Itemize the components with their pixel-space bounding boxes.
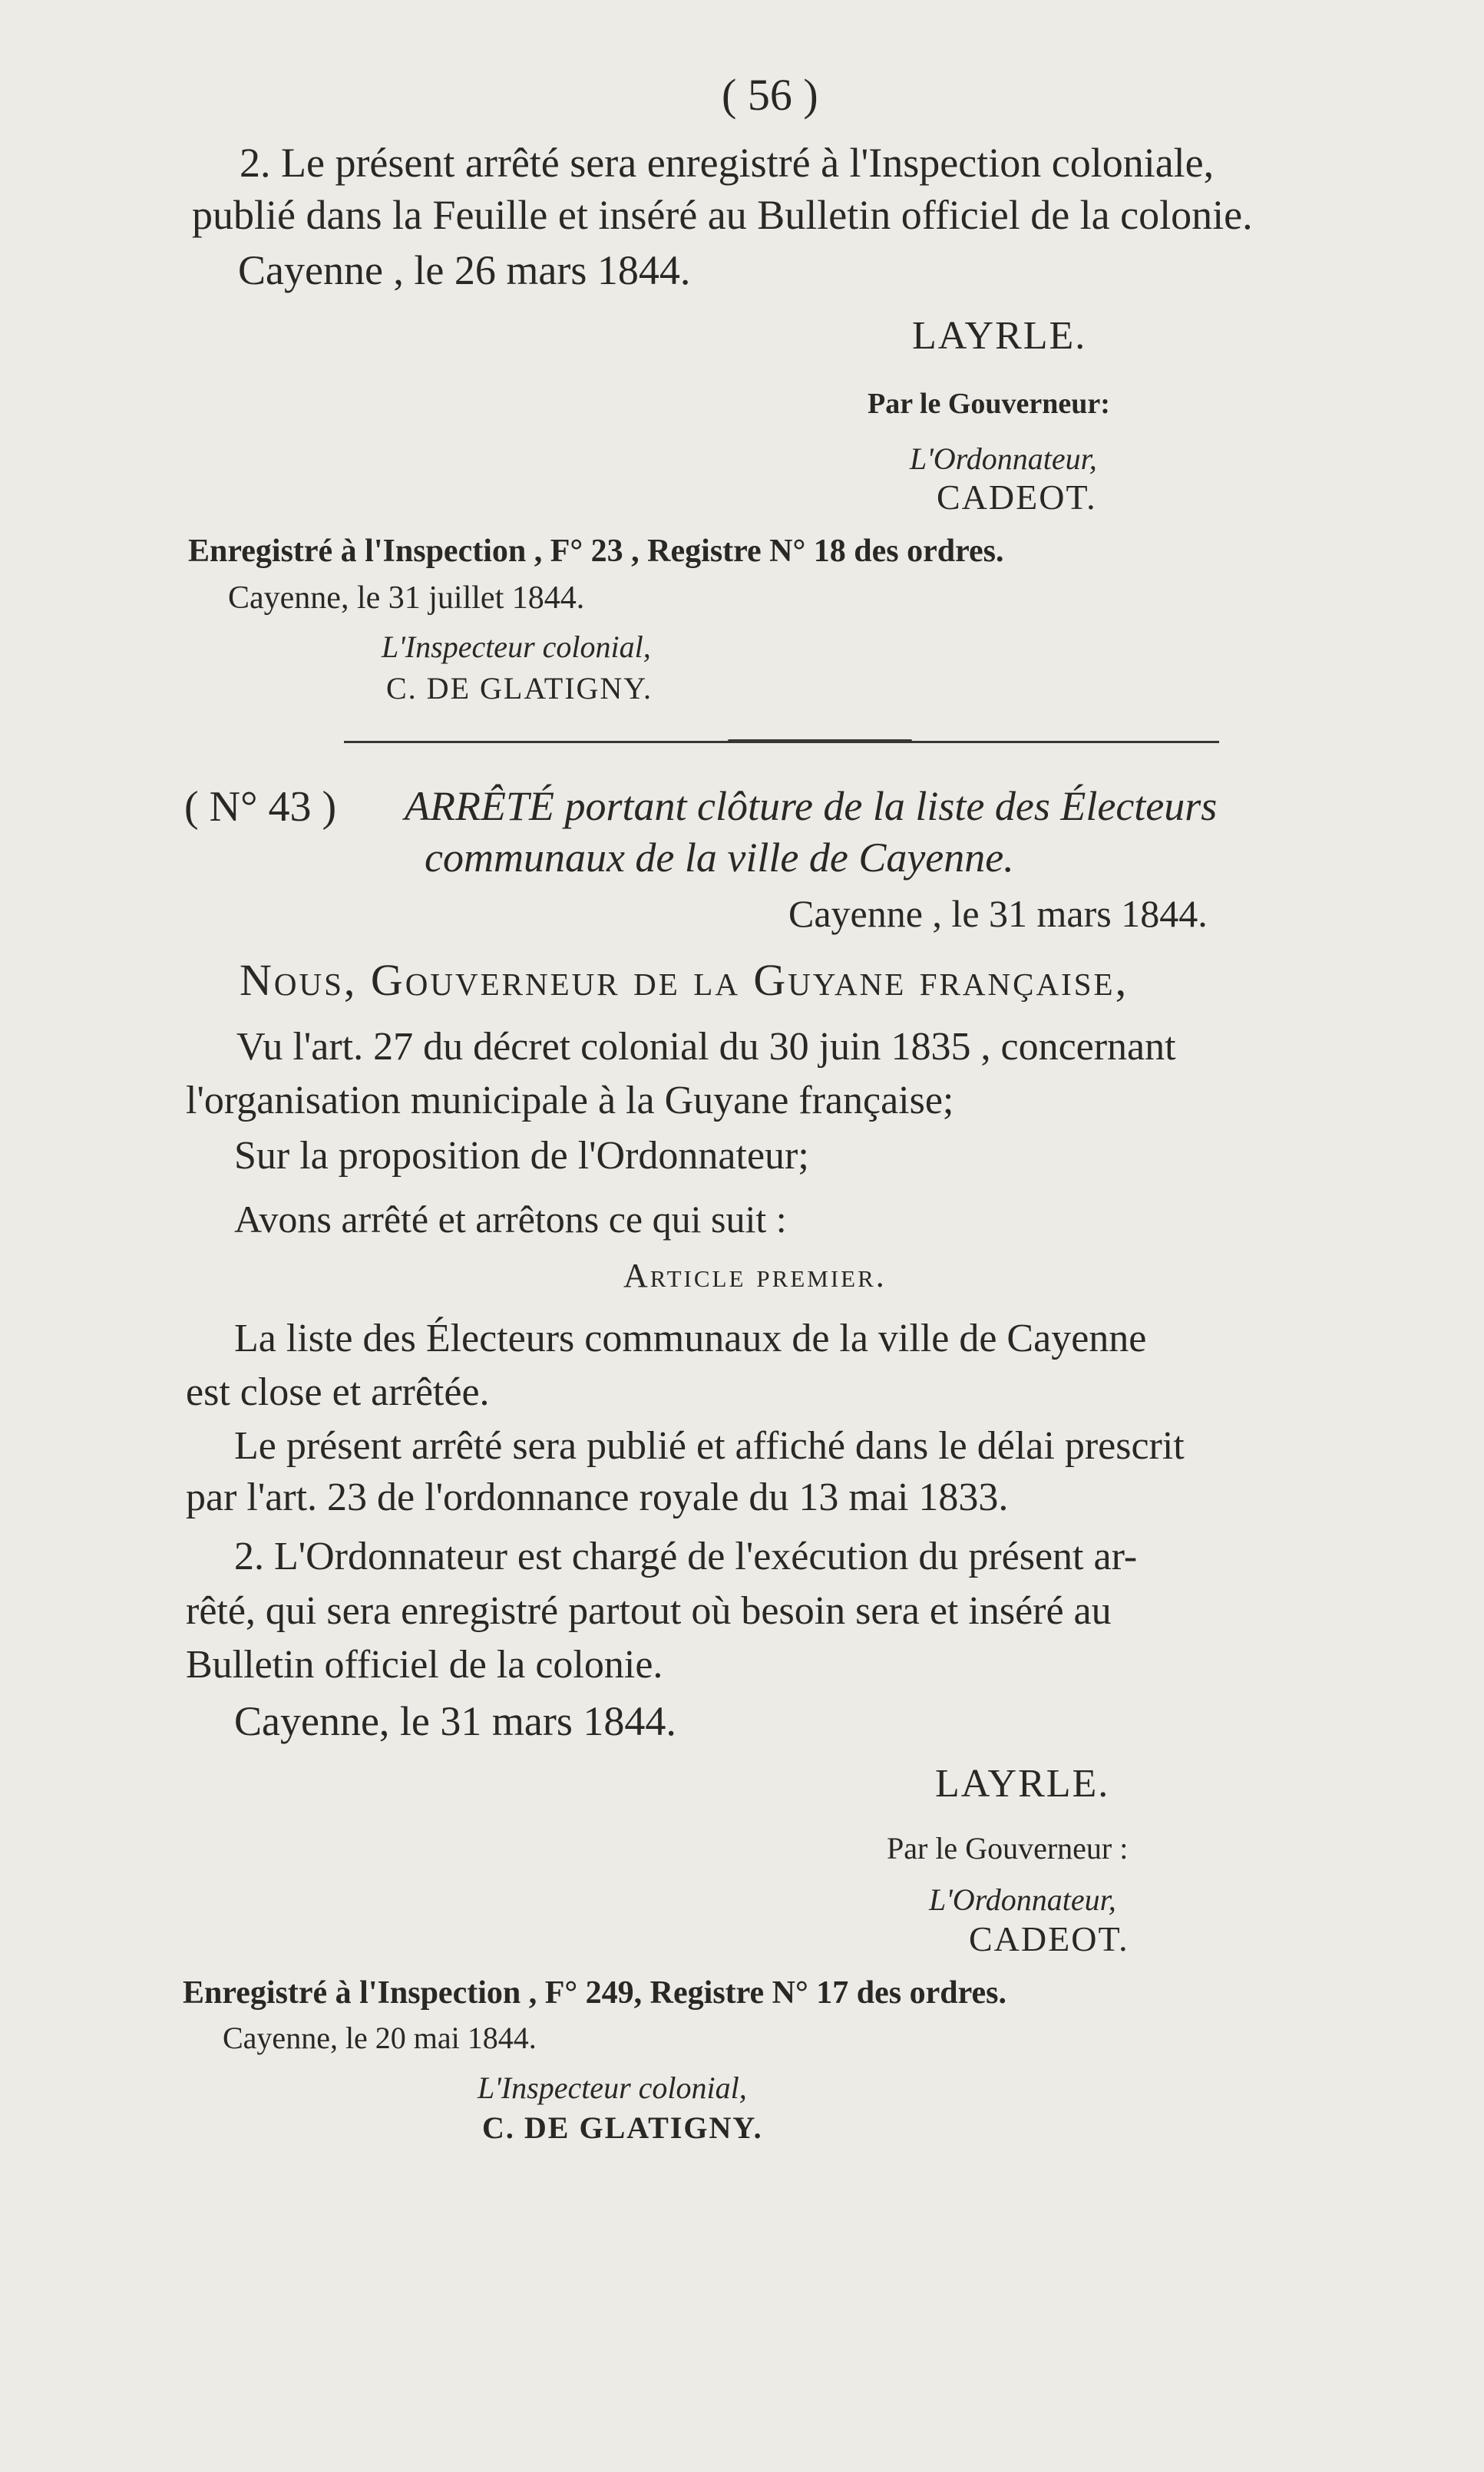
article-2-line-2: publié dans la Feuille et inséré au Bulletin officiel de la colonie. xyxy=(192,192,1253,238)
decree-43-ordonnateur-title: L'Ordonnateur, xyxy=(929,1882,1116,1917)
decree-title-line-1: ARRÊTÉ portant clôture de la liste des Électeurs xyxy=(405,783,1218,829)
ordonnateur-title: L'Ordonnateur, xyxy=(910,441,1097,476)
article-2-line-1: 2. Le présent arrêté sera enregistré à l'Inspection coloniale, xyxy=(240,140,1215,186)
considerant-1-line-1: Vu l'art. 27 du décret colonial du 30 juin 1835 , concernant xyxy=(236,1025,1176,1069)
governor-signature: LAYRLE. xyxy=(912,314,1087,358)
registration-note: Enregistré à l'Inspection , F° 23 , Registre N° 18 des ordres. xyxy=(188,534,1004,569)
inspector-title: L'Inspecteur colonial, xyxy=(382,630,651,664)
decree-43-date: Cayenne, le 31 mars 1844. xyxy=(234,1698,676,1744)
article-1-line-4: par l'art. 23 de l'ordonnance royale du 13 mai 1833. xyxy=(186,1476,1009,1519)
decree-title-line-2: communaux de la ville de Cayenne. xyxy=(425,834,1014,881)
ordonnateur-name: CADEOT. xyxy=(937,478,1097,517)
enacting-clause: Avons arrêté et arrêtons ce qui suit : xyxy=(234,1198,787,1241)
decree-43-registration-date: Cayenne, le 20 mai 1844. xyxy=(223,2021,537,2055)
decree-43-ordonnateur-name: CADEOT. xyxy=(969,1919,1129,1958)
preamble: Nous, Gouverneur de la Guyane française, xyxy=(240,955,1129,1005)
article-1-line-2: est close et arrêtée. xyxy=(186,1370,490,1414)
article-heading: Article premier. xyxy=(623,1257,887,1294)
article-1-line-3: Le présent arrêté sera publié et affiché dans le délai prescrit xyxy=(234,1424,1185,1468)
decree-place-date: Cayenne , le 31 mars 1844. xyxy=(788,892,1208,935)
considerant-2: Sur la proposition de l'Ordonnateur; xyxy=(234,1134,809,1178)
registration-date: Cayenne, le 31 juillet 1844. xyxy=(228,580,585,616)
decree-43-inspector-name: C. DE GLATIGNY. xyxy=(482,2110,763,2145)
decree-43-inspector-title: L'Inspecteur colonial, xyxy=(478,2070,747,2105)
inspector-name: C. DE GLATIGNY. xyxy=(386,671,653,706)
decree-43-registration: Enregistré à l'Inspection , F° 249, Registre N° 17 des ordres. xyxy=(183,1975,1007,2011)
decree-43-by-governor: Par le Gouverneur : xyxy=(887,1831,1129,1866)
section-divider xyxy=(344,741,1219,743)
article-1-line-1: La liste des Électeurs communaux de la ville de Cayenne xyxy=(234,1317,1147,1360)
decree-date: Cayenne , le 26 mars 1844. xyxy=(238,247,691,293)
article-2-new-line-3: Bulletin officiel de la colonie. xyxy=(186,1643,663,1687)
considerant-1-line-2: l'organisation municipale à la Guyane française; xyxy=(186,1079,954,1122)
by-governor: Par le Gouverneur: xyxy=(868,388,1110,420)
article-2-new-line-2: rêté, qui sera enregistré partout où besoin sera et inséré au xyxy=(186,1589,1112,1633)
decree-43-signature: LAYRLE. xyxy=(935,1762,1110,1806)
page-number: ( 56 ) xyxy=(722,70,818,120)
article-2-new-line-1: 2. L'Ordonnateur est chargé de l'exécution du présent ar- xyxy=(234,1535,1138,1578)
decree-number: ( N° 43 ) xyxy=(184,783,337,831)
